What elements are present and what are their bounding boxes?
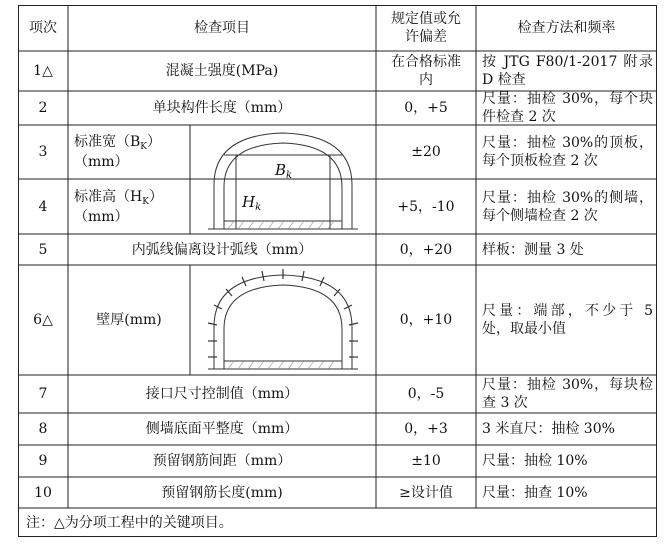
row-value: ≥设计值 <box>399 484 453 501</box>
diagram-label-h: $H_k$ <box>242 193 262 213</box>
row-item <box>68 179 190 234</box>
header-value: 规定值或允许偏差 <box>391 11 461 45</box>
wall-thickness-diagram <box>190 265 376 375</box>
row-no: 2 <box>38 100 48 116</box>
row-value: 在合格标准内 <box>391 54 461 88</box>
row-item: 预留钢筋长度(mm) <box>161 484 283 501</box>
arch-dimension-diagram <box>190 125 376 234</box>
row-value: +5，-10 <box>397 198 455 215</box>
row-method: 按 JTG F80/1-2017 附录 D 检查 <box>482 54 653 88</box>
row-item: 接口尺寸控制值（mm） <box>145 386 299 402</box>
row-method: 尺量：抽查 10% <box>482 484 588 501</box>
table-footnote: 注：△为分项工程中的关键项目。 <box>26 514 233 531</box>
row-no: 1△ <box>33 63 53 79</box>
diagram-label-b: $B_k$ <box>275 161 293 181</box>
row-no: 5 <box>38 241 48 258</box>
row-no: 7 <box>38 386 48 402</box>
row-method: 样板：测量 3 处 <box>482 241 584 258</box>
row-method: 尺量：抽检 10% <box>482 453 588 469</box>
row-no: 8 <box>38 421 48 437</box>
height-label-prefix: 标准高（H <box>74 188 143 205</box>
width-label-sub: K <box>140 142 148 152</box>
height-label-sub: K <box>142 196 149 207</box>
row-item: 内弧线偏离设计弧线（mm） <box>131 241 313 258</box>
row-value: 0，+10 <box>399 312 453 328</box>
row-item: 单块构件长度（mm） <box>152 100 292 116</box>
row-value: 0，+5 <box>404 100 448 116</box>
row-method: 尺量：抽检 30%，每块检查 3 次 <box>482 377 653 411</box>
header-item: 检查项目 <box>194 20 250 36</box>
row-method: 3 米直尺：抽检 30% <box>482 421 615 437</box>
row-no: 4 <box>38 198 48 215</box>
row-no: 6△ <box>33 312 53 328</box>
row-value: ±20 <box>411 144 441 160</box>
row-value: 0，-5 <box>407 386 445 402</box>
row-item <box>68 125 190 179</box>
width-label-prefix: 标准宽（B <box>74 134 141 150</box>
height-label-suffix: ）（mm） <box>74 188 163 225</box>
row-value: 0，+3 <box>404 421 448 437</box>
row-value: ±10 <box>411 453 441 469</box>
row-method: 尺量：抽检 30%，每个块件检查 2 次 <box>482 91 653 125</box>
row-value: 0，+20 <box>399 241 453 258</box>
row-item: 壁厚(mm) <box>96 312 162 328</box>
row-item: 混凝土强度(MPa) <box>165 63 279 79</box>
header-no: 项次 <box>29 20 57 36</box>
row-no: 3 <box>38 144 48 160</box>
row-item: 侧墙底面平整度（mm） <box>145 421 299 437</box>
row-method: 尺量：端部，不少于 5 处，取最小值 <box>482 303 653 337</box>
row-no: 9 <box>38 453 48 469</box>
row-method: 尺量：抽检 30%的顶板，每个顶板检查 2 次 <box>482 135 653 169</box>
width-label-suffix: ）（mm） <box>74 134 162 170</box>
header-method: 检查方法和频率 <box>517 20 616 36</box>
inspection-table <box>18 5 657 537</box>
row-method: 尺量：抽检 30%的侧墙，每个侧墙检查 2 次 <box>482 189 653 224</box>
row-item: 预留钢筋间距（mm） <box>152 453 292 469</box>
row-no: 10 <box>34 484 52 501</box>
